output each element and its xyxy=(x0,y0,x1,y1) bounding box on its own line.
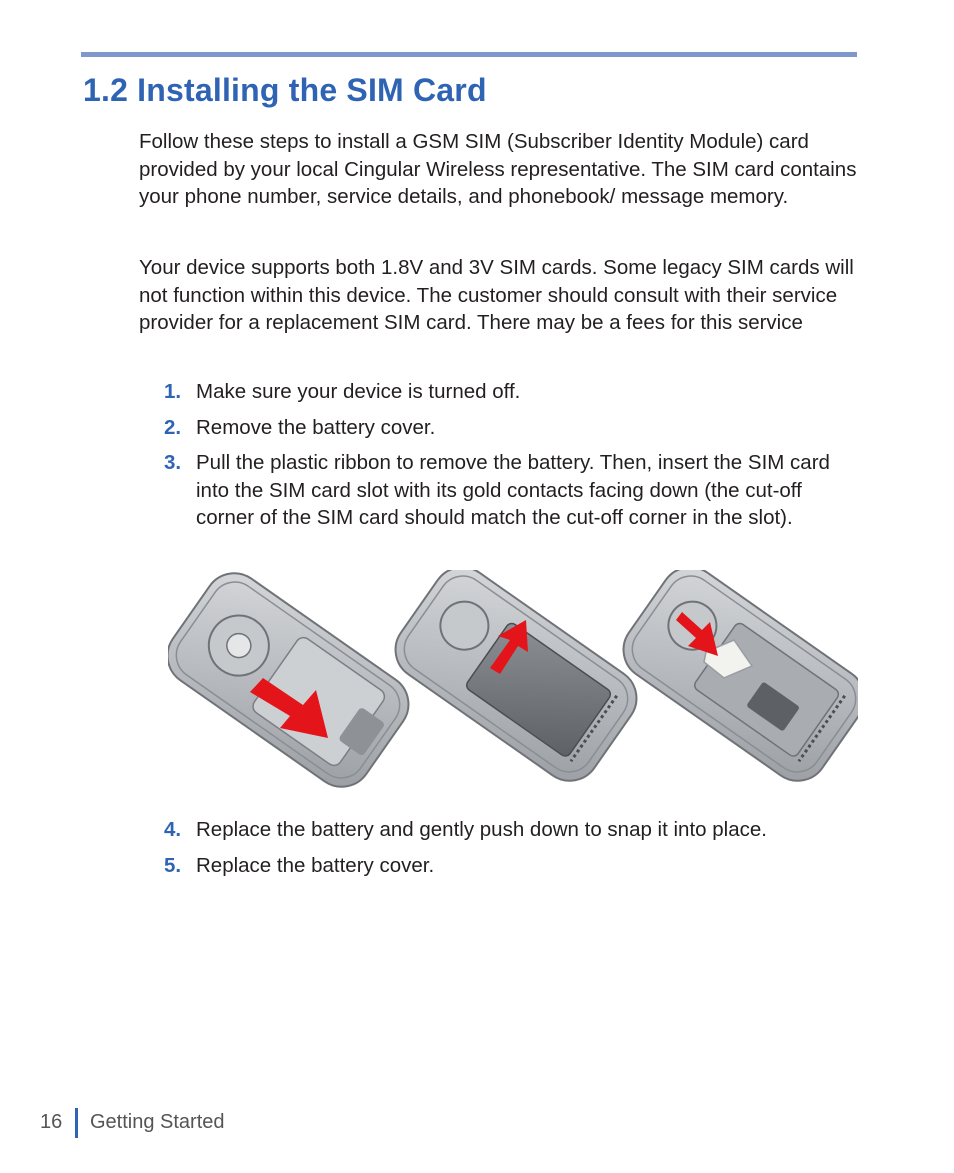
step-item xyxy=(164,852,864,880)
step-text: Pull the plastic ribbon to remove the battery. Then, insert the SIM card into the SIM card slot with its gold contacts facing down (the cut-off corner of the SIM card should match the cut-off corner in the slot). xyxy=(196,451,830,529)
step-number: 4. xyxy=(164,818,182,841)
step-item xyxy=(164,816,864,844)
step-item xyxy=(164,449,864,532)
section-title: 1.2 Installing the SIM Card xyxy=(83,72,487,108)
top-rule xyxy=(81,52,857,57)
sim-installation-illustration xyxy=(168,570,858,788)
panel-insert-sim-card xyxy=(612,570,858,788)
steps-list-1 xyxy=(164,378,864,540)
page-number: 16 xyxy=(40,1111,63,1133)
step-text: Make sure your device is turned off. xyxy=(196,380,521,403)
step-item xyxy=(164,378,864,406)
step-number: 2. xyxy=(164,415,182,439)
step-number: 1. xyxy=(164,380,182,403)
step-text: Remove the battery cover. xyxy=(196,415,436,439)
step-text: Replace the battery and gently push down to snap it into place. xyxy=(196,818,767,841)
step-item xyxy=(164,414,864,442)
sim-support-paragraph: Your device supports both 1.8V and 3V SIM cards. Some legacy SIM cards will not function within this device. The customer should consult with their service provider for a replacement SIM card. There may be a fees for this service xyxy=(139,256,854,334)
running-head: Getting Started xyxy=(90,1111,225,1133)
step-number: 3. xyxy=(164,451,182,474)
panel-remove-battery xyxy=(384,570,648,788)
step-text: Replace the battery cover. xyxy=(196,853,435,877)
intro-paragraph: Follow these steps to install a GSM SIM (Subscriber Identity Module) card provided by your local Cingular Wireless representative. The SIM card contains your phone number, service details, and phonebook/ message memory. xyxy=(139,130,857,208)
panel-remove-battery-cover xyxy=(168,570,420,788)
footer-divider xyxy=(75,1108,78,1138)
steps-list-2 xyxy=(164,816,864,887)
step-number: 5. xyxy=(164,853,182,877)
